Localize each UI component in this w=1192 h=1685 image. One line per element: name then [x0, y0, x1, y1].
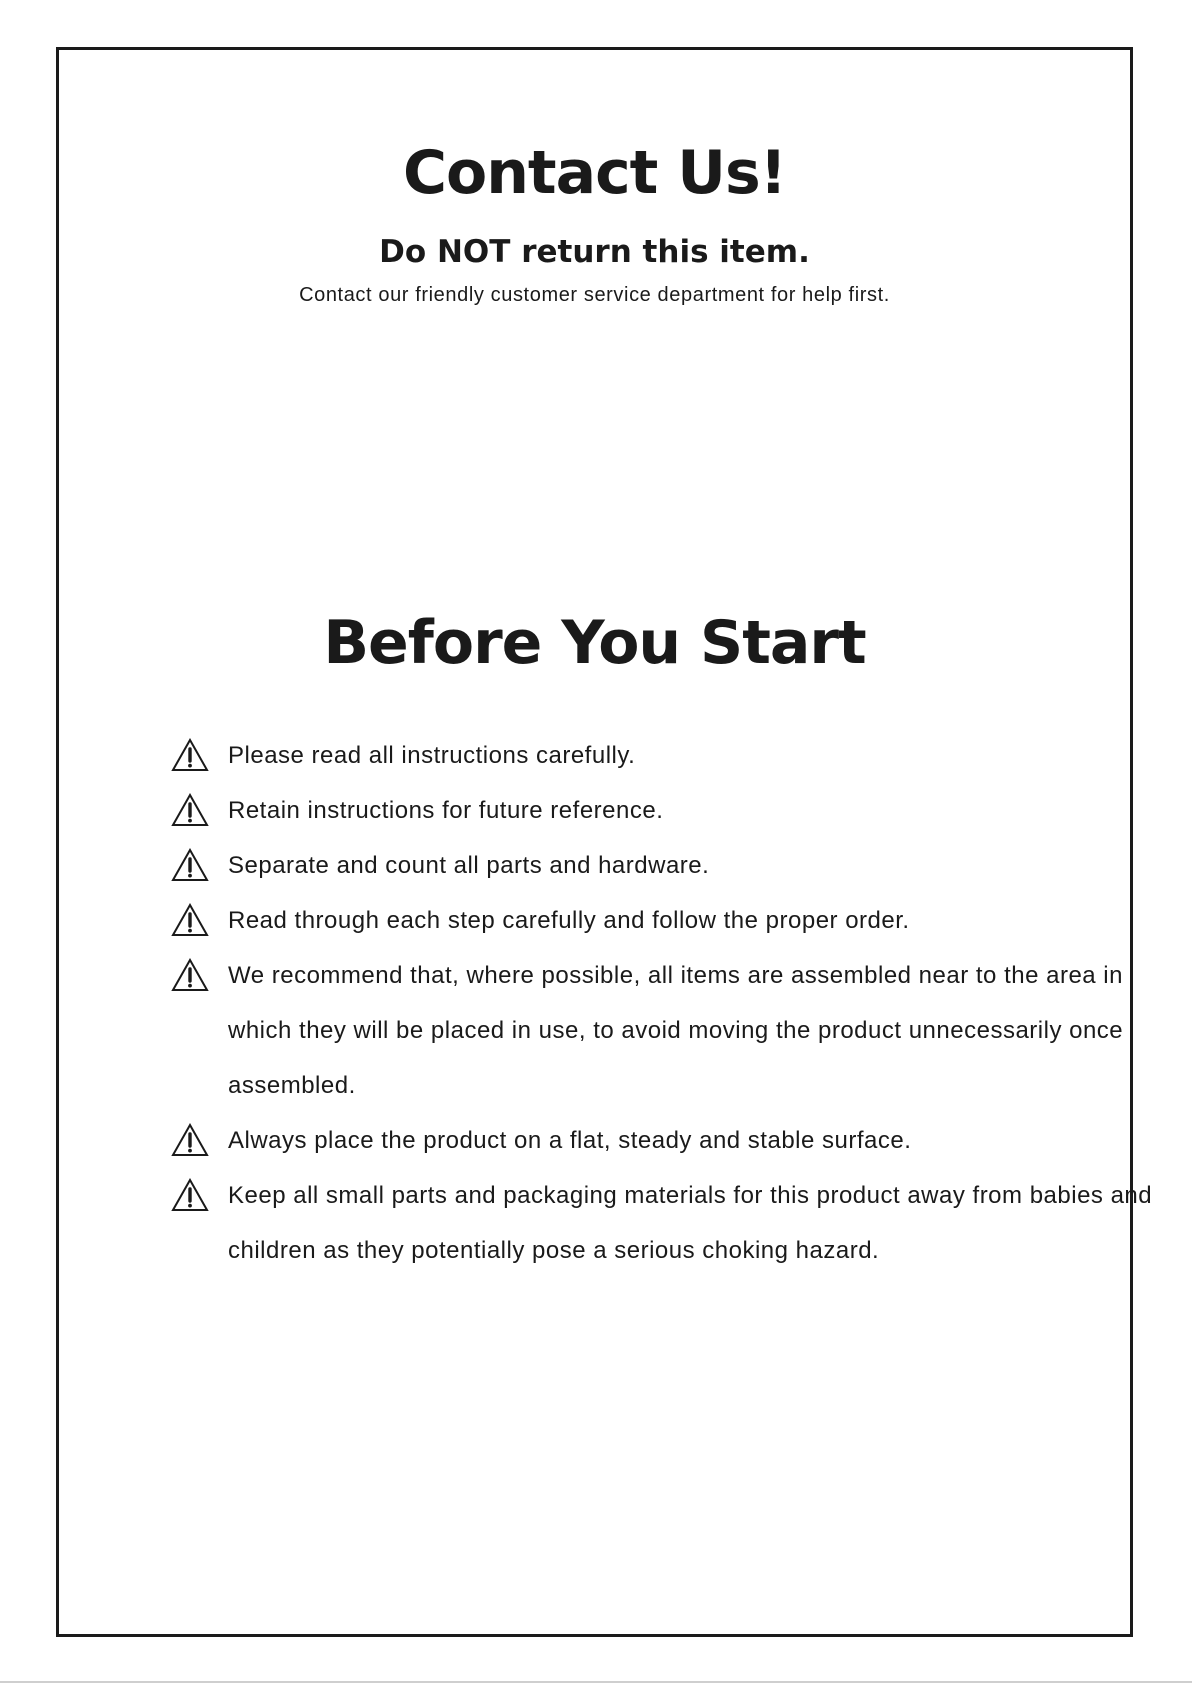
list-item: [169, 948, 1169, 1113]
list-item-text: Always place the product on a flat, steady and stable surface.: [228, 1127, 912, 1154]
warning-triangle-icon: [171, 848, 209, 882]
list-item-text: Separate and count all parts and hardware.: [228, 852, 710, 879]
list-item: [169, 1113, 1169, 1168]
warning-triangle-icon: [171, 958, 209, 992]
instructions-list: [169, 728, 1169, 1278]
do-not-return-notice: Do NOT return this item.: [379, 234, 810, 270]
warning-triangle-icon: [171, 738, 209, 772]
list-item: [169, 783, 1169, 838]
page-border: [56, 47, 1153, 1637]
list-item-text: Keep all small parts and packaging materials for this product away from babies and children as they potentially pose a serious choking hazard.: [228, 1182, 1153, 1264]
warning-triangle-icon: [171, 793, 209, 827]
contact-subtitle: Contact our friendly customer service department for help first.: [299, 284, 890, 306]
list-item-text: Read through each step carefully and follow the proper order.: [228, 907, 910, 934]
list-item: [169, 728, 1169, 783]
list-item: [169, 838, 1169, 893]
page-bottom-rule: [0, 1681, 1192, 1683]
warning-triangle-icon: [171, 1178, 209, 1212]
warning-triangle-icon: [171, 1123, 209, 1157]
list-item: [169, 893, 1169, 948]
contact-title: Contact Us!: [402, 138, 787, 208]
list-item-text: Retain instructions for future reference.: [228, 797, 664, 824]
before-you-start-title: Before You Start: [323, 608, 866, 678]
list-item-text: We recommend that, where possible, all items are assembled near to the area in which they will be placed in use, to avoid moving the product unnecessarily once assembled.: [228, 962, 1124, 1099]
list-item: [169, 1168, 1169, 1278]
warning-triangle-icon: [171, 903, 209, 937]
list-item-text: Please read all instructions carefully.: [228, 742, 636, 769]
